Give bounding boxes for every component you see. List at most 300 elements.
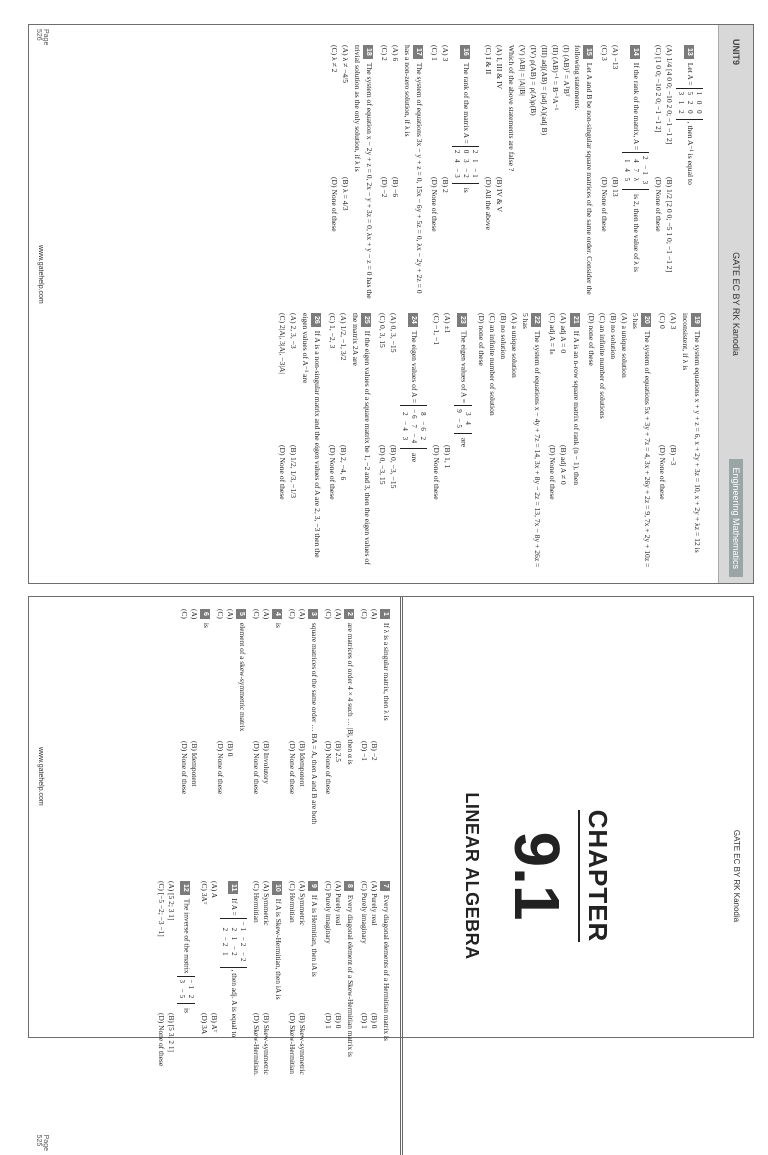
option — [297, 741, 307, 865]
option-key: (B) — [262, 1013, 271, 1023]
question-number: 6 — [200, 609, 210, 619]
question-column-right — [273, 313, 703, 569]
option-text: None of these — [330, 189, 339, 232]
question-item — [377, 313, 427, 569]
option — [369, 609, 379, 733]
question-number: 26 — [311, 313, 321, 327]
option — [664, 45, 675, 169]
option-key: (A) — [341, 45, 350, 56]
option — [209, 881, 219, 1005]
question-item — [323, 609, 355, 865]
question-text: The system equations x + y + z = 6, x + 2y + 3z = 10, x + 2y + λz = 12 is inconsistent, if λ is — [681, 313, 702, 553]
option — [297, 1013, 307, 1137]
option-key: (A) — [298, 609, 307, 620]
option — [166, 1013, 176, 1137]
option-key: (B) — [495, 177, 504, 188]
option-key: (B) — [289, 445, 298, 456]
question-number: 25 — [361, 313, 371, 327]
option-text: 1 — [360, 1025, 369, 1029]
option — [251, 609, 261, 733]
option — [156, 881, 166, 1005]
option — [653, 45, 664, 169]
question-item — [251, 881, 283, 1137]
option — [442, 313, 453, 437]
question-item — [379, 45, 425, 301]
option — [379, 45, 390, 169]
question-item — [359, 881, 391, 1137]
question-text: The system of equations 3x − y + z = 0, 15x − 6y + 5z = 0, λx − 2y + 2z = 0 has a non-zero solution, if λ is — [403, 45, 424, 294]
option — [297, 609, 307, 733]
option-key: (C) — [252, 881, 261, 891]
option-key: (A) — [370, 881, 379, 892]
option — [359, 1013, 369, 1137]
question-stem — [308, 609, 319, 865]
option — [429, 177, 440, 301]
matrix — [454, 405, 472, 434]
page-label: Page — [42, 29, 49, 46]
options-grid — [323, 609, 343, 865]
option-key: (B) — [341, 177, 350, 188]
option-text: 1, −2, 3 — [328, 325, 337, 349]
option-key: (B) — [370, 741, 379, 751]
option-text: 2|A|, 3|A|, −3|A| — [278, 325, 287, 374]
options-grid — [215, 609, 235, 865]
option-key: (D) — [654, 177, 663, 188]
question-number: 22 — [531, 313, 541, 327]
matrix — [622, 152, 649, 190]
question-text: The system of equations 5x + 3y + 7z = 4, 3x + 26y + 2z = 9, 7x + 2y + 10z = 5 has — [631, 313, 652, 568]
option-text: λ = 4/3 — [341, 189, 350, 211]
option — [323, 881, 333, 1005]
options-grid — [429, 45, 451, 301]
question-number: 17 — [413, 45, 423, 59]
option-text: None of these — [216, 753, 225, 795]
question-number: 9 — [308, 881, 318, 891]
option-key: (D) — [432, 445, 441, 456]
question-column-right — [152, 881, 391, 1137]
option-key: (A) — [262, 881, 271, 892]
option — [288, 313, 299, 437]
option — [333, 741, 343, 865]
option-key: (D) — [658, 445, 667, 456]
option-text: 2, 3, −3 — [289, 325, 298, 349]
question-text-after: , then A⁻¹ is equal to — [685, 121, 695, 185]
option — [261, 881, 271, 1005]
option — [327, 313, 338, 437]
option-text: 1/2 [2 0 0; −5 1 0; −1 −1 2] — [665, 189, 674, 273]
option: (C) an infinite number of solutions — [598, 313, 607, 419]
option-key: (D) — [288, 1013, 297, 1024]
option-key: (D) — [157, 1013, 166, 1024]
chapter-label: CHAPTER — [578, 810, 613, 943]
option-key: (C) — [288, 609, 297, 619]
option-text: Hermitian — [252, 892, 261, 923]
question-stem — [572, 45, 595, 301]
question-number: 11 — [228, 881, 238, 894]
question-number: 1 — [380, 609, 390, 619]
option-key: (D) — [430, 177, 439, 188]
option — [340, 177, 351, 301]
option: (D) none of these — [587, 313, 596, 366]
option-key: (D) — [288, 741, 297, 752]
question-stem — [220, 881, 247, 1137]
option — [199, 1013, 209, 1137]
option — [156, 1013, 166, 1137]
option-key: (A) — [262, 609, 271, 620]
question-text: If A is a non-singular matrix and the eigen values of A are 2, 3, −3 then the eigen values of A⁻¹ are — [301, 313, 322, 558]
option-key: (C) — [360, 609, 369, 619]
question-stem — [380, 609, 391, 865]
question-number: 13 — [684, 45, 694, 59]
question-text: is — [274, 622, 283, 628]
question-item — [429, 45, 479, 301]
page-number-tab — [35, 25, 49, 59]
question-item — [215, 609, 247, 865]
option-text: 0, −3, −15 — [389, 457, 398, 489]
question-item — [199, 881, 247, 1137]
matrix-row: 5 2 0 — [686, 91, 694, 116]
option-text: −6 — [391, 189, 400, 198]
question-stem — [236, 609, 247, 865]
question-text-after: is 2, then the value of λ is — [631, 192, 641, 272]
option-text: Skew-Hermitian. — [252, 1025, 261, 1076]
option-key: (C) — [380, 45, 389, 56]
option — [440, 45, 451, 169]
question-item — [476, 313, 543, 569]
option-key: (D) — [324, 741, 333, 752]
matrix-row: 2 −1 3 — [641, 156, 649, 187]
option-key: (B) — [559, 445, 568, 456]
option-text: Aᵀ — [210, 1024, 219, 1033]
option-text: I & II — [484, 57, 493, 75]
option-key: (B) — [669, 445, 678, 456]
question-number: 12 — [180, 881, 190, 895]
subject-tab: Engineering Mathematics — [729, 459, 743, 577]
option-key: (C) — [654, 45, 663, 56]
question-number: 19 — [691, 313, 701, 327]
option — [440, 177, 451, 301]
question-text: The eigen values of A = — [459, 330, 469, 404]
option-text: adj A ≠ 0 — [559, 457, 568, 485]
option-text: −3 — [669, 457, 678, 466]
option-text: None of these — [548, 457, 557, 500]
option-key: (B) — [441, 177, 450, 188]
option — [323, 609, 333, 733]
option-text: 0, 3, −15 — [389, 325, 398, 353]
question-stem — [622, 45, 649, 301]
book-title: GATE EC BY RK Kanodia — [732, 829, 741, 923]
chapter-number: 9.1 — [501, 831, 573, 921]
question-text: square matrices of the same order … BA = A, then A and B are both — [310, 622, 319, 825]
matrix-row: 2 1 −2 — [230, 927, 238, 958]
question-number: 14 — [630, 45, 640, 59]
matrix-row: 2 −2 1 — [221, 927, 229, 958]
question-item — [547, 313, 582, 569]
statement: (IV) ρ(AB) = ρ(A)ρ(B) — [529, 45, 538, 116]
question-stem — [520, 313, 543, 569]
option — [323, 1013, 333, 1137]
option-key: (D) — [180, 741, 189, 752]
option-text: 0, 3, 15 — [378, 325, 387, 348]
option-key: (B) — [443, 445, 452, 456]
question-item — [653, 45, 703, 301]
question-stem — [676, 45, 703, 301]
options-grid — [483, 45, 505, 301]
question-text: The eigen values of A = — [409, 330, 419, 404]
option — [599, 177, 610, 301]
option-key: (A) — [389, 313, 398, 324]
matrix-row: 1 0 0 — [695, 91, 703, 116]
option — [369, 881, 379, 1005]
option-text: None of these — [324, 753, 333, 795]
option — [369, 741, 379, 865]
question-text: is — [202, 622, 211, 628]
options-grid — [277, 313, 299, 569]
question-item — [323, 881, 355, 1137]
option — [359, 609, 369, 733]
option — [369, 1013, 379, 1137]
option-text: Idempotent — [190, 752, 199, 787]
option — [251, 881, 261, 1005]
option-text: 3 — [600, 57, 609, 61]
option-text: None of these — [600, 189, 609, 232]
option-text: 0 — [226, 752, 235, 757]
option-text: Skew-Hermitian — [288, 1025, 297, 1074]
question-number: 24 — [408, 313, 418, 327]
option-text: λ ≠ −4/5 — [341, 57, 350, 84]
question-item — [483, 45, 595, 301]
option-text: −2 — [380, 189, 389, 198]
question-text-after: is — [182, 1006, 192, 1013]
option — [340, 45, 351, 169]
matrix — [676, 88, 703, 120]
option-key: (A) — [391, 45, 400, 56]
options-grid — [199, 881, 219, 1137]
option-text: 0 — [370, 1024, 379, 1029]
option-text: Involutory — [262, 752, 271, 784]
question-item — [329, 45, 375, 301]
statement: (II) (AB)⁻¹ = B⁻¹A⁻¹ — [551, 45, 560, 111]
option-key: (C) — [180, 609, 189, 619]
question-number: 8 — [344, 881, 354, 891]
option-text: 2, −4, 6 — [339, 457, 348, 481]
question-stem — [630, 313, 653, 569]
option-text: Symmetric — [262, 893, 271, 926]
option: (B) no solution — [499, 313, 508, 359]
page-header — [723, 597, 753, 1155]
option — [442, 445, 453, 569]
option-text: Skew-symmetric — [298, 1024, 307, 1075]
option — [287, 609, 297, 733]
option: (B) no solution — [609, 313, 618, 359]
option-key: (A) — [495, 45, 504, 56]
matrix — [400, 405, 427, 449]
option — [338, 313, 349, 437]
option-text: None of these — [430, 189, 439, 232]
option-text: −2 — [370, 752, 379, 761]
option-text: 2.5 — [334, 752, 343, 762]
chapter-title: LINEAR ALGEBRA — [462, 792, 482, 960]
option — [179, 609, 189, 733]
question-number: 15 — [583, 45, 593, 59]
option-text: Purely real — [370, 893, 379, 926]
option-text: 1/4 [4 0 0; −10 2 0; −1 −1 2] — [665, 57, 674, 145]
option-key: (C) — [324, 881, 333, 891]
option — [261, 1013, 271, 1137]
question-stem — [452, 45, 479, 301]
option — [261, 609, 271, 733]
option — [287, 881, 297, 1005]
matrix-row: 2 4 −3 — [453, 149, 461, 180]
option-text: −13 — [611, 57, 620, 70]
option — [668, 445, 679, 569]
option-key: (B) — [190, 741, 199, 751]
question-item — [179, 609, 211, 865]
matrix-row: 0 3 −2 — [462, 149, 470, 180]
question-text-after: , then adj. A is equal to — [229, 969, 239, 1038]
book-title: GATE EC BY RK Kanodia — [731, 252, 741, 356]
option-key: (B) — [210, 1013, 219, 1023]
option-text: −1, −1 — [432, 325, 441, 345]
option-text: Purely real — [334, 893, 343, 926]
option-text: −1 — [360, 753, 369, 761]
option-key: (C) — [330, 45, 339, 56]
option — [429, 45, 440, 169]
option — [359, 881, 369, 1005]
question-text: The system of equations x − 4y + 7z = 14, 3x + 8y − 2z = 13, 7x − 8y + 26z = 5 has — [521, 313, 542, 568]
option — [377, 445, 388, 569]
option — [431, 445, 442, 569]
question-text: If A = — [229, 898, 239, 916]
option-key: (A) — [559, 313, 568, 324]
option-key: (B) — [298, 1013, 307, 1023]
options-grid — [156, 881, 176, 1137]
question-text: The system of equation x − 2y + z = 0, 2x − y + 3z = 0, λx + y − z = 0 has the trivial solution as the only solution, if λ is — [353, 45, 374, 299]
page-number-tab — [35, 1131, 49, 1151]
page-526 — [28, 24, 754, 584]
option — [277, 445, 288, 569]
option-key: (B) — [226, 741, 235, 751]
option-text: Symmetric — [298, 893, 307, 926]
question-stem — [344, 609, 355, 865]
option — [333, 881, 343, 1005]
option — [599, 45, 610, 169]
option-text: 1/2, 1/3, −1/3 — [289, 457, 298, 499]
option-key: (D) — [278, 445, 287, 456]
question-stem — [570, 313, 582, 569]
option-text: 2 — [380, 57, 389, 61]
option-key: (C) — [278, 313, 287, 324]
option-key: (C) — [216, 609, 225, 619]
question-stem — [272, 609, 283, 865]
matrix — [452, 146, 479, 184]
option — [215, 609, 225, 733]
option — [558, 313, 569, 437]
option-key: (D) — [360, 1013, 369, 1024]
option-key: (C) — [432, 313, 441, 324]
option-text: None of these — [278, 457, 287, 500]
option — [558, 445, 569, 569]
option-key: (D) — [200, 1013, 209, 1024]
question-text-after: are — [409, 451, 419, 463]
option-text: None of these — [157, 1025, 166, 1067]
option-text: Purely imaginary — [324, 892, 333, 944]
option — [494, 45, 505, 169]
option — [483, 177, 494, 301]
question-text: If A is an n-row square matrix of rank (n − 1), then — [572, 330, 581, 486]
matrix-row: 3 −5 — [178, 979, 186, 1001]
matrix-row: 9 −5 — [455, 409, 463, 430]
question-number: 23 — [457, 313, 467, 327]
option-text: None of these — [654, 189, 663, 232]
option — [225, 741, 235, 865]
question-number: 18 — [363, 45, 373, 59]
option-text: 1 — [324, 1025, 333, 1029]
option-key: (C) — [252, 609, 261, 619]
option-key: (A) — [190, 609, 199, 620]
unit-label: UNIT9 — [731, 39, 741, 66]
option-text: λ ≠ 2 — [330, 57, 339, 73]
options-grid — [323, 881, 343, 1137]
question-item — [156, 881, 195, 1137]
option-text: 3 — [669, 325, 678, 330]
question-item — [251, 609, 283, 865]
option-text: [5 3; 2 1] — [167, 1024, 176, 1053]
options-grid — [379, 45, 401, 301]
question-item — [359, 609, 391, 865]
option-text: 2 — [441, 189, 450, 193]
option — [166, 881, 176, 1005]
matrix-row: 3 1 2 — [677, 91, 685, 116]
page-525 — [28, 596, 754, 1151]
option-text: None of these — [252, 753, 261, 795]
chapter-heading — [461, 597, 613, 1155]
option — [610, 177, 621, 301]
question-text-after: are — [459, 435, 469, 448]
option — [388, 313, 399, 437]
matrix-row: 1 4 5 — [623, 159, 631, 184]
option — [388, 445, 399, 569]
question-item — [586, 313, 653, 569]
option — [179, 741, 189, 865]
option — [664, 177, 675, 301]
option-key: (B) — [370, 1013, 379, 1023]
question-stem — [380, 881, 391, 1137]
option-text: None of these — [432, 457, 441, 500]
option-text: 1, 1 — [443, 457, 452, 469]
statement: (V) |AB| = |A||B| — [518, 45, 527, 96]
question-text: If A is Skew-Hermitian, then iA is — [274, 898, 283, 1000]
statement: (I) (AB)ᵀ = AᵀBᵀ — [562, 45, 571, 97]
footer-url: www.gatehelp.com — [37, 747, 44, 806]
options-grid — [431, 313, 453, 569]
statement: Which of the above statements are false ? — [507, 45, 516, 172]
question-number: 3 — [308, 609, 318, 619]
option-key: (D) — [252, 1013, 261, 1024]
question-text: Every diagonal element of a Skew-Hermitian matrix is — [346, 894, 355, 1057]
options-grid — [359, 881, 379, 1137]
option — [653, 177, 664, 301]
option-key: (D) — [548, 445, 557, 456]
option-text: 3Aᵀ — [200, 892, 209, 905]
option — [209, 1013, 219, 1137]
question-stem — [454, 313, 472, 569]
question-text-after: is — [461, 185, 471, 193]
question-text: element of a skew-symmetric matrix — [238, 622, 247, 732]
question-stem — [400, 313, 427, 569]
option-key: (D) — [360, 741, 369, 752]
option-key: (C) — [658, 313, 667, 324]
